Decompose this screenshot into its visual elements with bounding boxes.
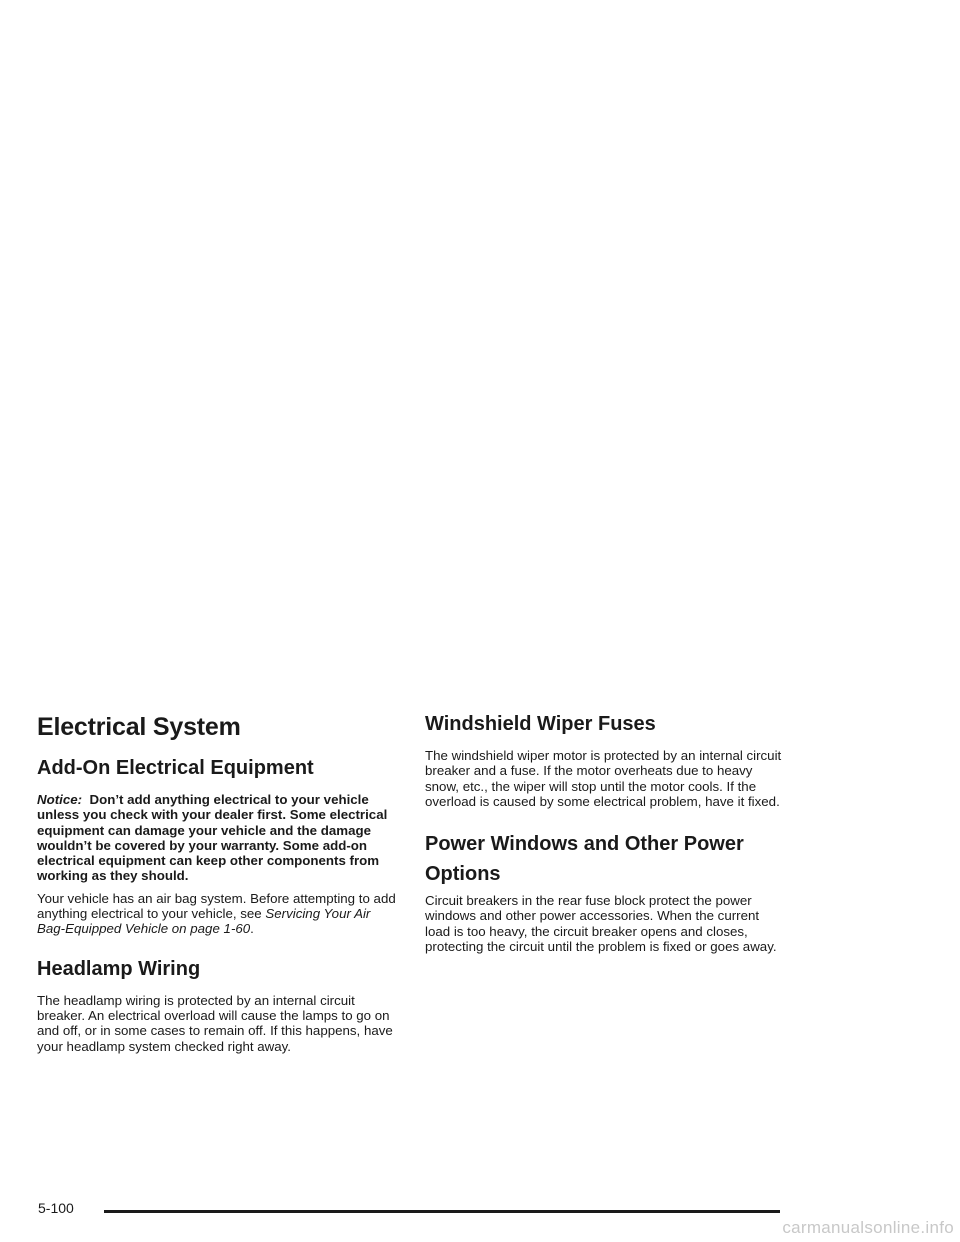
headlamp-heading: Headlamp Wiring — [37, 957, 201, 980]
watermark: carmanualsonline.info — [782, 1218, 954, 1237]
power-windows-body-text: Circuit breakers in the rear fuse block protect the power windows and other power accessories. When the current load is too heavy, the circuit breaker opens and closes, protecting the circuit until the problem is fixed or goes away. — [425, 893, 777, 955]
headlamp-body-text: The headlamp wiring is protected by an internal circuit breaker. An electrical overload will cause the lamps to go on and off, or in some cases to remain off. If this happens, have your headlamp system checked right away. — [37, 992, 393, 1054]
wiper-heading: Windshield Wiper Fuses — [425, 713, 656, 735]
left-column — [37, 712, 397, 1061]
reference-period: . — [250, 921, 254, 937]
power-windows-heading: Power Windows and Other Power Options — [425, 833, 744, 886]
right-column — [425, 712, 785, 961]
page-number: 5-100 — [38, 1200, 74, 1216]
notice-paragraph — [37, 792, 397, 884]
wiper-body-text: The windshield wiper motor is protected by an internal circuit breaker and a fuse. If the motor overheats due to heavy snow, etc., the wiper will stop until the motor cools. If the overload is caused by some electrical problem, have it fixed. — [425, 748, 782, 809]
notice-label: Notice: — [37, 792, 83, 807]
section-title: Electrical System — [37, 713, 241, 741]
footer-rule — [104, 1210, 780, 1213]
addon-heading: Add-On Electrical Equipment — [37, 757, 314, 779]
airbag-reference-link[interactable]: Servicing Your Air Bag-Equipped Vehicle on page 1-60 — [37, 906, 371, 937]
notice-text: Don’t add anything electrical to your vehicle unless you check with your dealer first. Some electrical equipment can damage your vehicle and the damage wouldn’t be covered by your warranty. Some add-on electrical equipment can keep other components from working as they should. — [37, 792, 388, 884]
addon-body-paragraph — [37, 891, 397, 937]
addon-body-text: Your vehicle has an air bag system. Before attempting to add anything electrical to your vehicle, see — [37, 890, 396, 922]
